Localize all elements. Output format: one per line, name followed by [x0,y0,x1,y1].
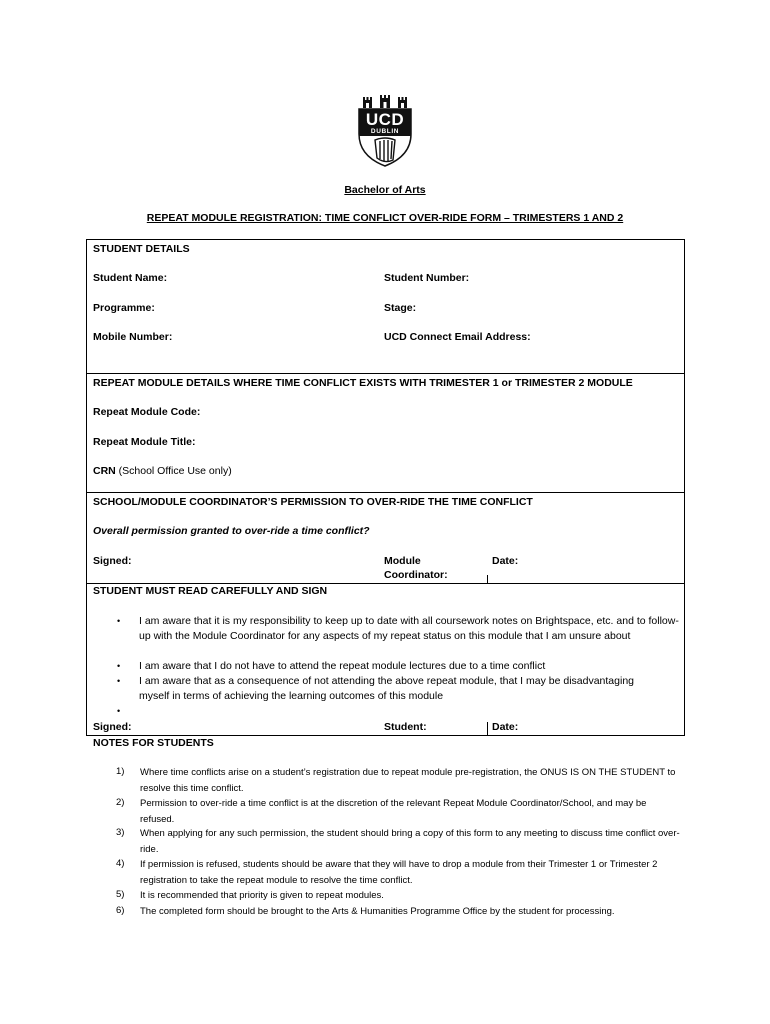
bullet-marker: • [117,616,121,626]
logo-dublin-text: DUBLIN [370,128,400,135]
repeat-module-code-field[interactable]: Repeat Module Code: [93,406,201,418]
coordinator-date-field[interactable]: Date: [492,555,519,567]
stage-field[interactable]: Stage: [384,302,417,314]
programme-field[interactable]: Programme: [93,302,155,314]
crn-field[interactable] [93,465,232,477]
divider [86,492,685,493]
form-title: Bachelor of Arts [344,184,426,196]
ucd-logo [355,88,415,168]
acknowledgement-2: I am aware that I do not have to attend the repeat module lectures due to a time conflict [139,660,546,672]
email-field[interactable]: UCD Connect Email Address: [384,331,531,343]
date-divider [487,722,488,736]
permission-heading: SCHOOL/MODULE COORDINATOR’S PERMISSION TO OVER-RIDE THE TIME CONFLICT [93,496,533,508]
student-name-field[interactable]: Student Name: [93,272,168,284]
student-number-field[interactable]: Student Number: [384,272,470,284]
note-text: Permission to over-ride a time conflict is at the discretion of the relevant Repeat Module Coordinator/School, and may be refused. [140,798,647,825]
divider [86,373,685,374]
student-signed-field[interactable]: Signed: [93,721,132,733]
note-number: 5) [116,889,125,900]
mobile-number-field[interactable]: Mobile Number: [93,331,173,343]
note-text: If permission is refused, students should be aware that they will have to drop a module from their Trimester 1 or Trimester 2 registration to take the repeat module to resolve the time conflict. [140,859,658,886]
acknowledgement-1: I am aware that it is my responsibility to keep up to date with all coursework notes on Brightspace, etc. and to follow-up with the Module Coordinator for any aspects of my repeat status on this module that I am unsure about [139,615,679,642]
note-number: 6) [116,905,125,916]
bullet-marker: • [117,706,121,716]
note-text: It is recommended that priority is given to repeat modules. [140,890,384,901]
bullet-marker: • [117,661,121,671]
note-text: Where time conflicts arise on a student’s registration due to repeat module pre-registration, the ONUS IS ON THE STUDENT to resolve this time conflict. [140,767,676,794]
student-field[interactable]: Student: [384,721,427,733]
module-label: Module [384,555,421,567]
bullet-marker: • [117,676,121,686]
coordinator-label: Coordinator: [384,569,448,581]
student-sign-heading: STUDENT MUST READ CAREFULLY AND SIGN [93,585,328,597]
permission-question: Overall permission granted to over-ride a time conflict? [93,525,370,537]
repeat-module-heading: REPEAT MODULE DETAILS WHERE TIME CONFLICT EXISTS WITH TRIMESTER 1 or TRIMESTER 2 MODULE [93,377,633,389]
acknowledgement-3: I am aware that as a consequence of not attending the above repeat module, that I may be disadvantaging myself in terms of achieving the learning outcomes of this module [139,675,634,702]
note-text: When applying for any such permission, the student should bring a copy of this form to any meeting to discuss time conflict over-ride. [140,828,680,855]
note-text: The completed form should be brought to the Arts & Humanities Programme Office by the student for processing. [140,906,615,917]
crn-note: (School Office Use only) [115,465,232,477]
note-number: 3) [116,827,125,838]
crn-label: CRN [93,465,116,477]
date-divider [487,575,488,583]
student-details-heading: STUDENT DETAILS [93,243,190,255]
notes-heading: NOTES FOR STUDENTS [93,737,214,749]
note-number: 2) [116,797,125,808]
note-number: 4) [116,858,125,869]
student-date-field[interactable]: Date: [492,721,519,733]
logo-ucd-text: UCD [365,110,405,129]
form-subtitle: REPEAT MODULE REGISTRATION: TIME CONFLICT OVER-RIDE FORM – TRIMESTERS 1 AND 2 [146,212,624,224]
divider [86,583,685,584]
repeat-module-title-field[interactable]: Repeat Module Title: [93,436,196,448]
coordinator-signed-field[interactable]: Signed: [93,555,132,567]
note-number: 1) [116,766,125,777]
